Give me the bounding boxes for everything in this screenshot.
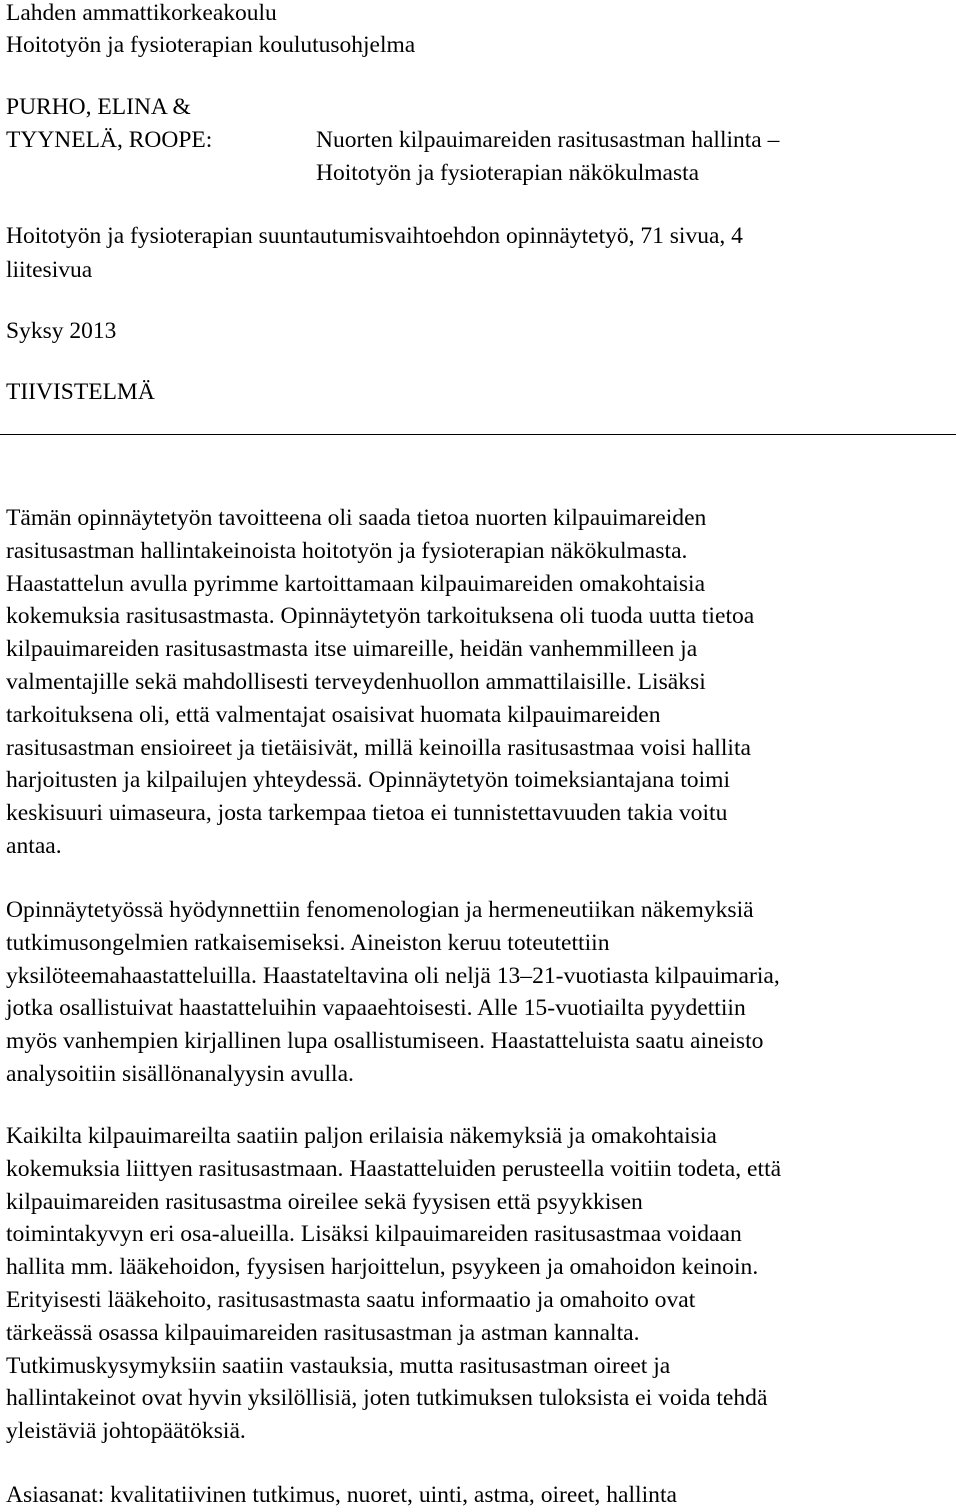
paragraph-line: hallita mm. lääkehoidon, fyysisen harjoittelun, psyykeen ja omahoidon keinoin. bbox=[6, 1254, 759, 1281]
paragraph-line: tarkoituksena oli, että valmentajat osaisivat huomata kilpauimareiden bbox=[6, 701, 661, 728]
paragraph-line: Kaikilta kilpauimareilta saatiin paljon erilaisia näkemyksiä ja omakohtaisia bbox=[6, 1123, 717, 1149]
abstract-paragraph-1 bbox=[6, 502, 958, 863]
semester: Syksy 2013 bbox=[6, 318, 117, 344]
paragraph-line: tärkeässä osassa kilpauimareiden rasitusastman ja astman kannalta. bbox=[6, 1319, 640, 1346]
paragraph-line: Tämän opinnäytetyön tavoitteena oli saada tietoa nuorten kilpauimareiden bbox=[6, 505, 707, 531]
paragraph-line: kilpauimareiden rasitusastmasta itse uimareille, heidän vanhemmilleen ja bbox=[6, 636, 698, 663]
paragraph-line: harjoitusten ja kilpailujen yhteydessä. Opinnäytetyön toimeksiantajana toimi bbox=[6, 767, 731, 794]
abstract-paragraph-2 bbox=[6, 894, 958, 1091]
paragraph-line: rasitusastman ensioireet ja tietäisivät, millä keinoilla rasitusastmaa voisi hallita bbox=[6, 734, 751, 761]
abstract-paragraph-3 bbox=[6, 1120, 958, 1448]
keywords: Asiasanat: kvalitatiivinen tutkimus, nuoret, uinti, astma, oireet, hallinta bbox=[6, 1482, 677, 1508]
paragraph-line: yksilöteemahaastatteluilla. Haastateltavina oli neljä 13–21-vuotiasta kilpauimaria, bbox=[6, 962, 780, 989]
thesis-title-line-1: Nuorten kilpauimareiden rasitusastman hallinta – bbox=[316, 127, 780, 153]
divider-line bbox=[0, 434, 956, 435]
paragraph-line: valmentajille sekä mahdollisesti terveydenhuollon ammattilaisille. Lisäksi bbox=[6, 668, 706, 695]
paragraph-line: yleistäviä johtopäätöksiä. bbox=[6, 1418, 246, 1445]
paragraph-line: Tutkimuskysymyksiin saatiin vastauksia, mutta rasitusastman oireet ja bbox=[6, 1352, 671, 1379]
section-heading: TIIVISTELMÄ bbox=[6, 379, 155, 405]
paragraph-line: Opinnäytetyössä hyödynnettiin fenomenologian ja hermeneutiikan näkemyksiä bbox=[6, 897, 754, 923]
paragraph-line: Erityisesti lääkehoito, rasitusastmasta saatu informaatio ja omahoito ovat bbox=[6, 1286, 696, 1313]
paragraph-line: kokemuksia rasitusastmasta. Opinnäytetyön tarkoituksena oli tuoda uutta tietoa bbox=[6, 603, 755, 630]
thesis-type-line-2: liitesivua bbox=[6, 257, 93, 283]
paragraph-line: hallintakeinot ovat hyvin yksilöllisiä, joten tutkimuksen tuloksista ei voida tehdä bbox=[6, 1385, 768, 1412]
paragraph-line: tutkimusongelmien ratkaisemiseksi. Aineiston keruu toteutettiin bbox=[6, 929, 610, 956]
paragraph-line: kilpauimareiden rasitusastma oireilee sekä fyysisen että psyykkisen bbox=[6, 1188, 643, 1215]
thesis-type-line-1: Hoitotyön ja fysioterapian suuntautumisvaihtoehdon opinnäytetyö, 71 sivua, 4 bbox=[6, 223, 743, 249]
paragraph-line: antaa. bbox=[6, 832, 62, 859]
institution-name: Lahden ammattikorkeakoulu bbox=[6, 0, 277, 26]
paragraph-line: keskisuuri uimaseura, josta tarkempaa tietoa ei tunnistettavuuden takia voitu bbox=[6, 800, 728, 827]
paragraph-line: jotka osallistuivat haastatteluihin vapaaehtoisesti. Alle 15-vuotiailta pyydettiin bbox=[6, 995, 746, 1022]
paragraph-line: toimintakyvyn eri osa-alueilla. Lisäksi kilpauimareiden rasitusastmaa voidaan bbox=[6, 1221, 742, 1248]
authors-line-1: PURHO, ELINA & bbox=[6, 94, 191, 120]
thesis-title-line-2: Hoitotyön ja fysioterapian näkökulmasta bbox=[316, 160, 700, 186]
authors-line-2: TYYNELÄ, ROOPE: bbox=[6, 127, 213, 153]
paragraph-line: analysoitiin sisällönanalyysin avulla. bbox=[6, 1060, 354, 1087]
paragraph-line: rasitusastman hallintakeinoista hoitotyön ja fysioterapian näkökulmasta. bbox=[6, 537, 688, 564]
paragraph-line: Haastattelun avulla pyrimme kartoittamaan kilpauimareiden omakohtaisia bbox=[6, 570, 706, 597]
paragraph-line: myös vanhempien kirjallinen lupa osallistumiseen. Haastatteluista saatu aineisto bbox=[6, 1028, 764, 1055]
paragraph-line: kokemuksia liittyen rasitusastmaan. Haastatteluiden perusteella voitiin todeta, että bbox=[6, 1155, 782, 1182]
programme-name: Hoitotyön ja fysioterapian koulutusohjelma bbox=[6, 32, 416, 58]
